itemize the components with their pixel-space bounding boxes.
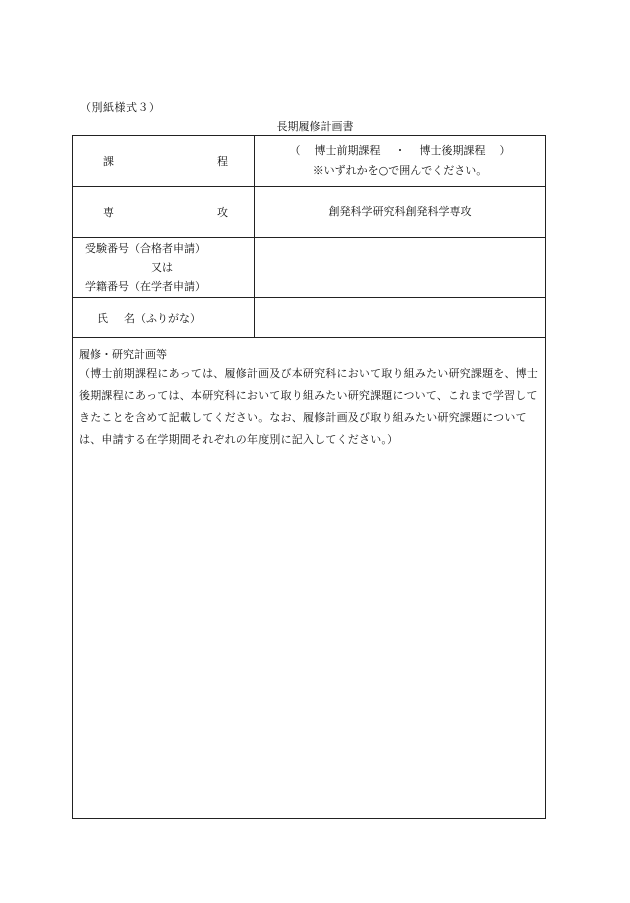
name-label-cell xyxy=(73,298,255,337)
study-plan-heading: 履修・研究計画等 xyxy=(79,348,167,361)
course-option-masters[interactable]: 博士前期課程 xyxy=(314,144,381,157)
major-label-left: 専 xyxy=(103,206,114,219)
form-number-label: （別紙様式３） xyxy=(80,101,161,114)
course-row xyxy=(73,136,545,187)
course-label-left: 課 xyxy=(103,155,114,168)
major-value: 創発科学研究科創発科学専攻 xyxy=(328,205,472,218)
name-row xyxy=(73,298,545,338)
exam-number-label-or: 又は xyxy=(151,261,173,274)
course-note: ※いずれかを○で囲んでください。 xyxy=(312,164,488,177)
course-selection-cell[interactable] xyxy=(255,136,545,186)
study-plan-instructions: （博士前期課程にあっては、履修計画及び本研究科において取り組みたい研究課題を、博士後期課程にあっては、本研究科において取り組みたい研究課題について、これまで学習してきたことを含めて記載してください。なお、履修計画及び取り組みたい研究課題については、申請する在学期間それぞれの年度別に記入してください。） xyxy=(79,367,539,446)
document-title: 長期履修計画書 xyxy=(276,120,354,133)
exam-number-label-line1: 受験番号（合格者申請） xyxy=(85,242,206,255)
name-input-cell[interactable] xyxy=(255,298,545,337)
exam-number-label-cell xyxy=(73,238,255,297)
application-form-table xyxy=(72,135,546,819)
course-label-right: 程 xyxy=(217,155,228,168)
name-label-part2: 名（ふりがな） xyxy=(124,311,201,325)
student-number-label-line3: 学籍番号（在学者申請） xyxy=(85,280,206,293)
major-label-right: 攻 xyxy=(217,206,228,219)
name-label-part1: 氏 xyxy=(97,311,108,325)
major-label-cell xyxy=(73,187,255,237)
course-close-paren: ） xyxy=(499,144,511,157)
exam-number-row xyxy=(73,238,545,298)
course-options xyxy=(290,141,511,161)
course-label-cell xyxy=(73,136,255,186)
course-open-paren: （ xyxy=(289,144,301,157)
major-row xyxy=(73,187,545,238)
exam-number-input-cell[interactable] xyxy=(255,238,545,297)
study-plan-area[interactable] xyxy=(73,338,545,451)
major-value-cell xyxy=(255,187,545,237)
course-separator: ・ xyxy=(394,144,406,157)
course-option-doctoral[interactable]: 博士後期課程 xyxy=(419,144,486,157)
